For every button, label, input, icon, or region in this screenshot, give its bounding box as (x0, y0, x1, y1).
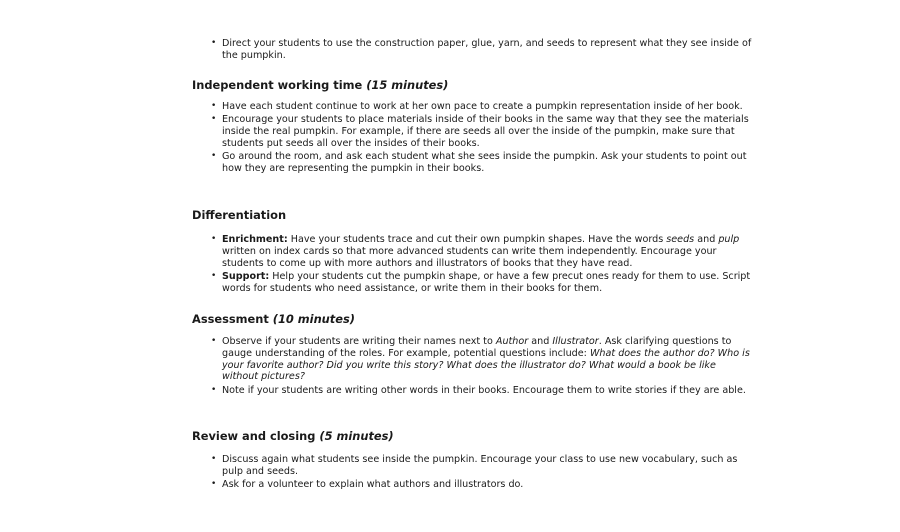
bullet: • (211, 114, 217, 125)
list-item-text: Direct your students to use the construction paper, glue, yarn, and seeds to represent what they see inside of the pumpkin. (222, 38, 752, 61)
list-item-text: Help your students cut the pumpkin shape, or have a few precut ones ready for them to use. Script words for students who need assistance, or write them in their books for them. (222, 270, 751, 294)
assessment-list (192, 336, 752, 398)
differentiation-list (192, 234, 752, 296)
bullet: • (211, 384, 217, 395)
emphasis-text: Illustrator (552, 336, 599, 347)
review-list (192, 454, 752, 493)
enrichment-label: Enrichment: (222, 234, 288, 245)
list-item-text: Note if your students are writing other words in their books. Encourage them to write stories if they are able. (222, 384, 746, 396)
section-heading-differentiation: Differentiation (192, 208, 287, 222)
list-item (211, 38, 752, 62)
heading-title: Assessment (192, 312, 269, 326)
list-item (211, 234, 752, 269)
list-item-text: Discuss again what students see inside the pumpkin. Encourage your class to use new vocabulary, such as pulp and seeds. (222, 454, 738, 477)
list-item-text: Have each student continue to work at her own pace to create a pumpkin representation inside of her book. (222, 101, 743, 112)
intro-list (192, 38, 752, 63)
bullet: • (211, 101, 217, 111)
list-item (211, 101, 752, 113)
list-item-text: Ask for a volunteer to explain what authors and illustrators do. (222, 479, 524, 491)
list-item-text: and (694, 234, 719, 245)
bullet: • (211, 479, 217, 490)
list-item-text: Encourage your students to place materials inside of their books in the same way that they see the materials inside the real pumpkin. For example, if there are seeds all over the inside of the pumpkin, make sure that students put seeds all over the insides of their books. (222, 114, 749, 149)
list-item (211, 114, 752, 149)
support-label: Support: (222, 270, 270, 282)
section-heading-assessment (192, 312, 355, 326)
emphasis-text: Author (495, 336, 529, 347)
list-item-text: Go around the room, and ask each student what she sees inside the pumpkin. Ask your students to point out how they are representing the pumpkin in their books. (222, 151, 747, 175)
list-item-text: Have your students trace and cut their own pumpkin shapes. Have the words (287, 234, 667, 245)
emphasis-text: pulp (718, 234, 740, 245)
emphasis-text: What does the author do? Who is your favorite author? Did you write this story? What does the illustrator do? What would a book be like without pictures? (222, 347, 750, 383)
list-item-text: . Ask clarifying questions to gauge understanding of the roles. For example, potential questions include: (222, 336, 732, 359)
emphasis-text: seeds (666, 234, 695, 245)
list-item (211, 151, 752, 175)
bullet: • (211, 234, 217, 244)
bullet: • (211, 151, 217, 162)
list-item (211, 384, 752, 397)
heading-title: Independent working time (192, 78, 363, 92)
list-item-text: Observe if your students are writing their names next to (222, 336, 496, 347)
independent-list (192, 101, 752, 177)
list-item-text: and (528, 336, 553, 347)
list-item (211, 270, 752, 295)
heading-title: Review and closing (192, 429, 316, 443)
list-item (211, 479, 752, 491)
heading-time: (5 minutes) (319, 429, 394, 443)
bullet: • (211, 336, 217, 346)
list-item-text: written on index cards so that more advanced students can write them independently. Encourage your students to come up with more authors and illustrators of books that they have read. (222, 245, 717, 269)
section-heading-review (192, 429, 394, 443)
heading-time: (15 minutes) (366, 78, 449, 92)
heading-time: (10 minutes) (272, 312, 355, 326)
bullet: • (211, 270, 217, 281)
list-item (211, 336, 752, 383)
section-heading-independent (192, 78, 448, 92)
bullet: • (211, 38, 217, 48)
bullet: • (211, 454, 217, 464)
list-item (211, 454, 752, 478)
